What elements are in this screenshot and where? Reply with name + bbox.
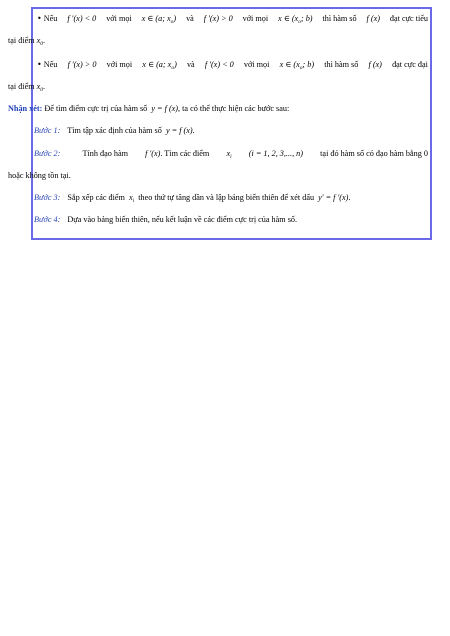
- step-4: [34, 215, 297, 225]
- step-4-text: Dựa vào bảng biến thiên, nếu kết luận về các điểm cực trị của hàm số.: [67, 215, 298, 224]
- math-y-fx: y = f (x): [151, 104, 179, 113]
- math-interval-right: x ∈ ($x_o$; b): [278, 14, 313, 25]
- math-fprime-lt0: f ′(x) < 0: [204, 60, 234, 69]
- math-xi: $x_i$: [226, 149, 232, 160]
- step-2-continuation: hoặc không tồn tại.: [8, 171, 71, 180]
- math-interval-left: x ∈ (a; $x_o$): [141, 14, 177, 25]
- math-fx: f (x): [368, 60, 382, 69]
- bullet-2-continuation: tại điểm $x_0$.: [8, 82, 46, 93]
- bullet-1-lead: [37, 14, 57, 24]
- bullet-dot-icon: •: [37, 60, 42, 69]
- math-index-range: (i = 1, 2, 3,..., n): [248, 149, 303, 158]
- step-1-label: Bước 1:: [34, 126, 61, 135]
- step-2-text: Tính đạo hàm: [82, 149, 128, 158]
- math-interval-right: x ∈ ($x_o$; b): [279, 60, 315, 71]
- content-box: [8, 7, 432, 240]
- math-interval-left: x ∈ (a; $x_o$): [142, 60, 177, 71]
- text-va: và: [186, 14, 194, 23]
- math-y-fx: y = f (x): [165, 126, 193, 135]
- text-neu: Nếu: [43, 60, 58, 69]
- math-fprime-gt0: f ′(x) > 0: [67, 60, 97, 69]
- bullet-1-continuation: tại điểm $x_0$.: [8, 36, 46, 47]
- step-4-label: Bước 4:: [34, 215, 61, 224]
- text-voi-moi: với mọi: [106, 14, 132, 23]
- math-yprime: y′ = f ′(x): [318, 193, 349, 202]
- math-fx: f (x): [366, 14, 380, 23]
- text-va: và: [186, 60, 195, 69]
- math-fprime-gt0: f ′(x) > 0: [203, 14, 233, 23]
- step-1: Bước 1: Tìm tập xác định của hàm số y = f (x).: [34, 126, 195, 135]
- step-2-label: Bước 2:: [34, 149, 61, 158]
- text-voi-moi: với mọi: [106, 60, 133, 69]
- remark-label: Nhận xét:: [8, 104, 43, 113]
- bullet-condition-minimum: [37, 14, 428, 24]
- bullet-dot-icon: •: [37, 14, 42, 23]
- text-neu: Nếu: [43, 14, 58, 23]
- bullet-2-lead: [37, 60, 57, 70]
- step-2: [34, 149, 428, 159]
- text-dat-cuc-tieu: đạt cực tiểu: [389, 14, 428, 23]
- remark-text: Để tìm điểm cực trị của hàm số: [44, 104, 148, 113]
- step-2-text-end: tại đó hàm số có đạo hàm bằng 0: [320, 149, 428, 158]
- step-3-label: Bước 3:: [34, 193, 61, 202]
- math-xi: $x_i$: [129, 193, 135, 204]
- text-thi-ham-so: thì hàm số: [324, 60, 359, 69]
- step-3-text-2: theo thứ tự tăng dần và lập bảng biến thiên để xét dấu: [138, 193, 315, 202]
- math-fprime-lt0: f ′(x) < 0: [67, 14, 97, 23]
- step-3-text: Sắp xếp các điểm: [67, 193, 125, 202]
- text-voi-moi-2: với mọi: [243, 60, 270, 69]
- bullet-condition-maximum: [37, 60, 428, 70]
- step-3: Bước 3: Sắp xếp các điểm $x_i$ theo thứ tự tăng dần và lập bảng biến thiên để xét dấu y′ = f ′(x).: [34, 193, 351, 204]
- text-voi-moi-2: với mọi: [242, 14, 269, 23]
- text-thi-ham-so: thì hàm số: [322, 14, 357, 23]
- text-dat-cuc-dai: đạt cực đại: [392, 60, 428, 69]
- step-2-derivative: f ′(x). Tìm các điểm: [145, 149, 210, 158]
- remark-line: Nhận xét: Để tìm điểm cực trị của hàm số y = f (x), ta có thể thực hiện các bước sau:: [8, 104, 290, 113]
- step-1-text: Tìm tập xác định của hàm số: [67, 126, 162, 135]
